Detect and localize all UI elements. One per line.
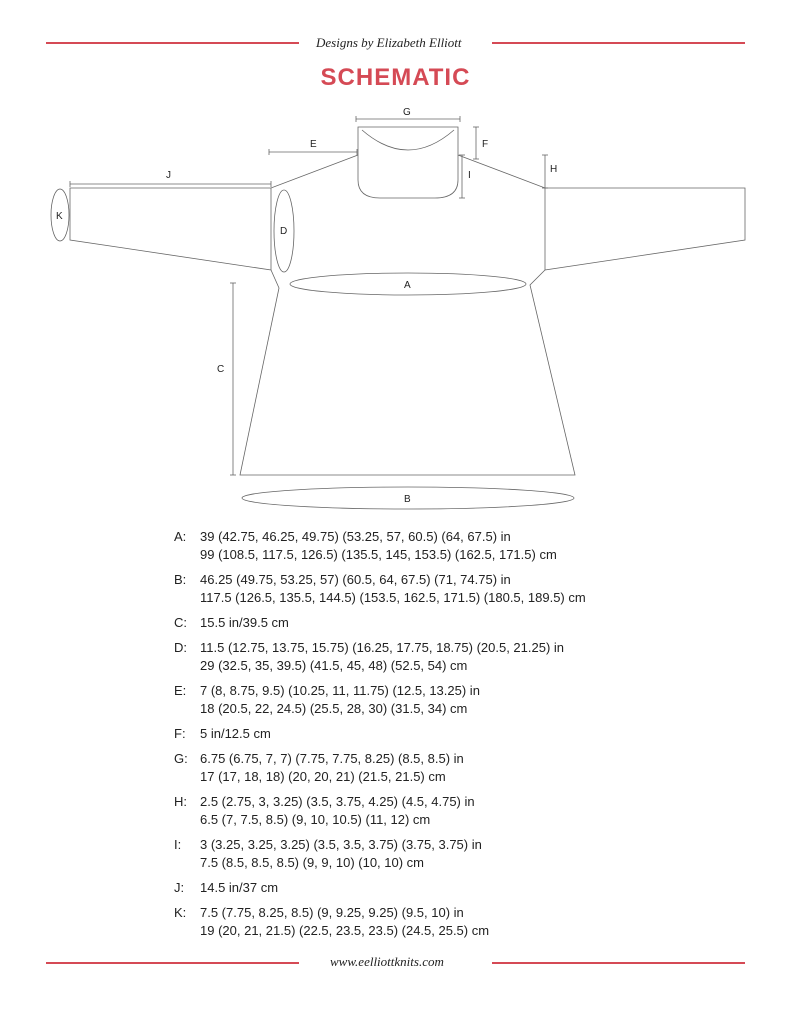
measurement-row-c (174, 614, 734, 632)
measurement-key: F: (174, 726, 186, 741)
measurement-value: 14.5 in/37 cm (200, 880, 279, 895)
measurement-cm: 7.5 (8.5, 8.5, 8.5) (9, 9, 10) (10, 10) cm (200, 855, 424, 870)
measurement-cm: 19 (20, 21, 21.5) (22.5, 23.5, 23.5) (24.5, 25.5) cm (200, 923, 490, 938)
measurement-key: C: (174, 615, 187, 630)
measurement-key: H: (174, 794, 187, 809)
label-d: D (280, 226, 288, 237)
header-rule-right (492, 42, 745, 44)
footer-website-link[interactable]: www.eelliottknits.com (330, 954, 444, 969)
measurement-row-b (174, 571, 734, 607)
sweater-schematic-diagram (0, 100, 791, 520)
dimension-labels (56, 107, 557, 505)
measurement-key: I: (174, 837, 182, 852)
collar-inner-curve (362, 130, 454, 150)
measurement-cm: 6.5 (7, 7.5, 8.5) (9, 10, 10.5) (11, 12) cm (200, 812, 431, 827)
measurement-inches: 46.25 (49.75, 53.25, 57) (60.5, 64, 67.5) (71, 74.75) in (200, 572, 511, 587)
measurement-value: 5 in/12.5 cm (200, 726, 271, 741)
measurement-key: J: (174, 880, 185, 895)
label-c: C (217, 364, 225, 375)
measurement-row-j (174, 879, 734, 897)
measurement-row-k (174, 904, 734, 940)
measurement-key: K: (174, 905, 187, 920)
measurement-cm: 18 (20.5, 22, 24.5) (25.5, 28, 30) (31.5, 34) cm (200, 701, 468, 716)
measurement-row-g (174, 750, 734, 786)
measurement-inches: 11.5 (12.75, 13.75, 15.75) (16.25, 17.75, 18.75) (20.5, 21.25) in (200, 640, 565, 655)
collar-outline (358, 127, 458, 198)
measurement-row-f (174, 725, 734, 743)
measurement-row-i (174, 836, 734, 872)
header-designer-name: Designs by Elizabeth Elliott (316, 35, 462, 50)
measurement-cm: 99 (108.5, 117.5, 126.5) (135.5, 145, 153.5) (162.5, 171.5) cm (200, 547, 557, 562)
measurement-inches: 39 (42.75, 46.25, 49.75) (53.25, 57, 60.5) (64, 67.5) in (200, 529, 511, 544)
measurement-key: E: (174, 683, 187, 698)
label-j: J (166, 170, 171, 181)
label-e: E (310, 139, 317, 150)
header-rule-left (46, 42, 299, 44)
measurement-row-h (174, 793, 734, 829)
measurement-value: 15.5 in/39.5 cm (200, 615, 289, 630)
label-b: B (404, 494, 411, 505)
label-g: G (403, 107, 411, 118)
measurement-inches: 6.75 (6.75, 7, 7) (7.75, 7.75, 8.25) (8.5, 8.5) in (200, 751, 464, 766)
measurement-key: D: (174, 640, 187, 655)
label-h: H (550, 164, 558, 175)
measurement-cm: 17 (17, 18, 18) (20, 20, 21) (21.5, 21.5) cm (200, 769, 446, 784)
measurement-inches: 2.5 (2.75, 3, 3.25) (3.5, 3.75, 4.25) (4.5, 4.75) in (200, 794, 475, 809)
measurements-list (174, 528, 734, 947)
footer-rule-right (492, 962, 745, 964)
measurement-key: G: (174, 751, 188, 766)
measurement-row-a (174, 528, 734, 564)
measurement-inches: 3 (3.25, 3.25, 3.25) (3.5, 3.5, 3.75) (3.75, 3.75) in (200, 837, 482, 852)
label-k: K (56, 211, 63, 222)
label-a: A (404, 280, 411, 291)
body-outline (70, 155, 745, 475)
measurement-row-e (174, 682, 734, 718)
label-f: F (482, 139, 489, 150)
footer-rule-left (46, 962, 299, 964)
measurement-inches: 7 (8, 8.75, 9.5) (10.25, 11, 11.75) (12.5, 13.25) in (200, 683, 480, 698)
label-i: I (468, 170, 471, 181)
measurement-cm: 117.5 (126.5, 135.5, 144.5) (153.5, 162.5, 171.5) (180.5, 189.5) cm (200, 590, 586, 605)
page-title: SCHEMATIC (320, 64, 471, 91)
measurement-key: A: (174, 529, 187, 544)
measurement-cm: 29 (32.5, 35, 39.5) (41.5, 45, 48) (52.5, 54) cm (200, 658, 468, 673)
measurement-inches: 7.5 (7.75, 8.25, 8.5) (9, 9.25, 9.25) (9.5, 10) in (200, 905, 464, 920)
measurement-row-d (174, 639, 734, 675)
measurement-key: B: (174, 572, 187, 587)
dimension-lines (70, 116, 548, 475)
